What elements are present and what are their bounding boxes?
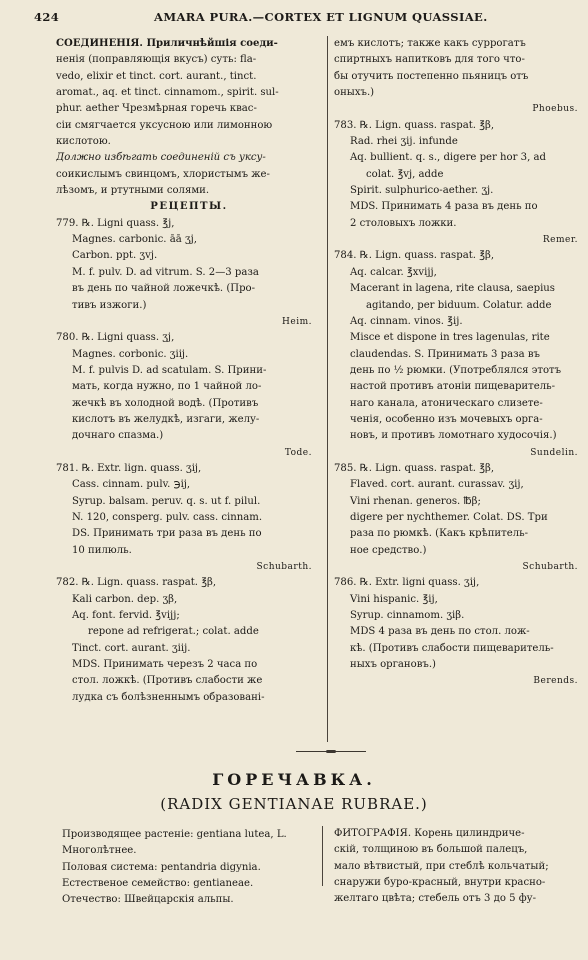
text-line: Половая система: pentandria digynia.	[62, 861, 261, 873]
text-line: vedo, elixir et tinct. cort. aurant., tinct.	[56, 70, 257, 82]
running-title: AMARA PURA.—CORTEX ET LIGNUM QUASSIAE.	[154, 10, 488, 24]
text-line: 785. ℞. Lign. quass. raspat. ℥β,	[334, 462, 495, 474]
text-line: емъ кислотъ; также какъ суррогатъ	[334, 38, 526, 49]
text-line: Aq. font. fervid. ℥vijj;	[72, 610, 180, 622]
text-line: Cass. cinnam. pulv. ℈ij,	[72, 479, 191, 491]
text-line: N. 120, consperg. pulv. cass. cinnam.	[72, 511, 263, 523]
text-line: бы отучить постепенно пьяницъ отъ	[334, 70, 529, 82]
text-line: Magnes. carbonic. āā ʒj,	[72, 234, 197, 246]
text-line: M. f. pulvis D. ad scatulam. S. Прини-	[72, 364, 267, 376]
text-line: 10 пилюль.	[72, 544, 132, 556]
section-subtitle: (RADIX GENTIANAE RUBRAE.)	[160, 795, 428, 813]
text-line: Aq. cinnam. vinos. ℥ij.	[350, 315, 463, 327]
text-line: Macerant in lagena, rite clausa, saepius	[350, 283, 555, 295]
page-number: 424	[34, 10, 60, 24]
text-line: Должно избѣгать соединеній съ уксу-	[56, 152, 266, 164]
text-line: сіи смягчается уксусною или лимонною	[56, 119, 273, 131]
text-line: ное средство.)	[350, 544, 427, 556]
text-line: соикислымъ свинцомъ, хлористымъ же-	[56, 168, 270, 180]
text-line: Tinct. cort. aurant. ʒiij.	[72, 642, 191, 654]
text-line: MDS 4 раза въ день по стол. лож-	[350, 626, 530, 638]
text-line: Phoebus.	[532, 104, 578, 115]
column-divider	[327, 36, 328, 742]
text-line: снаружи буро-красный, внутри красно-	[334, 877, 546, 889]
text-line: Syrup. balsam. peruv. q. s. ut f. pilul.	[72, 495, 261, 507]
plant-info-column	[62, 824, 316, 906]
text-line: Schubarth.	[522, 562, 578, 572]
text-line: DS. Принимать три раза въ день по	[72, 528, 262, 540]
text-line: Misce et dispone in tres lagenulas, rite	[350, 332, 550, 344]
text-line: лудка съ болѣзненнымъ образовані-	[72, 691, 265, 703]
text-line: наго канала, атоническаго слизете-	[350, 397, 543, 409]
section-separator-ornament	[296, 750, 366, 753]
text-line: Sundelin.	[530, 447, 578, 458]
text-line: жечкѣ въ холодной водѣ. (Противъ	[72, 397, 259, 409]
text-line: 779. ℞. Ligni quass. ℥j,	[56, 217, 175, 229]
text-line: Magnes. corbonic. ʒiij.	[72, 348, 189, 360]
text-line: colat. ℥vj, adde	[366, 168, 444, 180]
text-line: 781. ℞. Extr. lign. quass. ʒij,	[56, 462, 202, 474]
text-line: 786. ℞. Extr. ligni quass. ʒij,	[334, 577, 480, 589]
text-line: Производящее растеніе: gentiana lutea, L.	[62, 829, 287, 840]
text-line: ченія, особенно изъ мочевыхъ орга-	[350, 413, 543, 425]
text-line: 780. ℞. Ligni quass. ʒj,	[56, 332, 175, 344]
text-line: M. f. pulv. D. ad vitrum. S. 2—3 раза	[72, 266, 259, 278]
text-line: Schubarth.	[256, 562, 312, 572]
text-line: MDS. Принимать черезъ 2 часа по	[72, 659, 258, 671]
text-line: aromat., aq. et tinct. cinnamom., spirit. sul-	[56, 87, 279, 99]
text-line: СОЕДИНЕНІЯ. Приличнѣйшія соеди-	[56, 38, 278, 49]
text-line: мать, когда нужно, по 1 чайной ло-	[72, 381, 262, 393]
text-line: день по ½ рюмки. (Употреблялся этотъ	[350, 364, 562, 376]
text-line: раза по рюмкѣ. (Какъ крѣпитель-	[350, 528, 529, 540]
text-line: digere per nychthemer. Colat. DS. Три	[350, 511, 548, 523]
running-header	[34, 10, 574, 26]
text-line: стол. ложкѣ. (Противъ слабости же	[72, 675, 263, 687]
text-line: Rad. rhei ʒij. infunde	[350, 136, 458, 148]
text-line: Aq. calcar. ℥xvijj,	[350, 266, 437, 278]
text-line: тивъ изжоги.)	[72, 299, 147, 311]
text-line: оныхъ.)	[334, 87, 375, 99]
text-line: claudendas. S. Принимать 3 раза въ	[350, 348, 540, 360]
text-line: скій, толщиною въ большой палецъ,	[334, 844, 528, 856]
bottom-column-divider	[322, 826, 323, 886]
text-line: ненія (поправляющія вкусъ) суть: fla-	[56, 54, 257, 66]
text-line: Tode.	[284, 447, 312, 458]
right-column	[334, 36, 588, 690]
text-line: Berends.	[533, 676, 578, 687]
text-line: новъ, и противъ ломотнаго худосочія.)	[350, 430, 557, 442]
text-line: 784. ℞. Lign. quass. raspat. ℥β,	[334, 250, 495, 262]
text-line: agitando, per biduum. Colatur. adde	[366, 299, 552, 311]
text-line: 782. ℞. Lign. quass. raspat. ℥β,	[56, 577, 217, 589]
text-line: Vini rhenan. generos. ℔β;	[350, 495, 481, 507]
text-line: Отечество: Швейцарскія альпы.	[62, 894, 234, 906]
text-line: 783. ℞. Lign. quass. raspat. ℥β,	[334, 119, 495, 131]
text-line: MDS. Принимать 4 раза въ день по	[350, 201, 538, 213]
text-line: 2 столовыхъ ложки.	[350, 217, 457, 229]
text-line: кислотою.	[56, 136, 111, 148]
text-line: phur. aether Чрезмѣрная горечь квас-	[56, 103, 257, 115]
text-line: кѣ. (Противъ слабости пищеваритель-	[350, 642, 554, 654]
text-line: кислотъ въ желудкѣ, изгаги, желу-	[72, 413, 260, 425]
text-line: Heim.	[282, 316, 312, 327]
section-title: ГОРЕЧАВКА.	[212, 770, 376, 789]
text-line: дочнаго спазма.)	[72, 430, 164, 442]
text-line: Carbon. ppt. ʒvj.	[72, 250, 158, 262]
text-line: Kali carbon. dep. ʒβ,	[72, 593, 178, 605]
text-line: настой противъ атоніи пищеваритель-	[350, 381, 556, 393]
text-line: Flaved. cort. aurant. curassav. ʒij,	[350, 479, 524, 491]
text-line: Многолѣтнее.	[62, 845, 137, 857]
text-line: ФИТОГРАФІЯ. Корень цилиндриче-	[334, 828, 525, 839]
left-column	[56, 36, 322, 706]
text-line: лѣзомъ, и ртутными солями.	[56, 185, 210, 197]
text-line: Syrup. cinnamom. ʒiβ.	[350, 610, 465, 622]
text-line: въ день по чайной ложечкѣ. (Про-	[72, 283, 256, 295]
text-line: repone ad refrigerat.; colat. adde	[88, 626, 259, 638]
text-line: Aq. bullient. q. s., digere per hor 3, ad	[350, 152, 546, 164]
text-line: Spirit. sulphurico-aether. ʒj.	[350, 185, 494, 197]
text-line: мало вѣтвистый, при стеблѣ кольчатый;	[334, 860, 549, 872]
text-line: РЕЦЕПТЫ.	[150, 201, 228, 213]
text-line: спиртныхъ напитковъ для того что-	[334, 54, 525, 66]
phytography-column	[334, 824, 588, 906]
text-line: желтаго цвѣта; стебель отъ 3 до 5 фу-	[334, 893, 536, 905]
text-line: Естественое семейство: gentianeae.	[62, 878, 254, 890]
text-line: Remer.	[542, 235, 578, 246]
text-line: Vini hispanic. ℥ij,	[350, 593, 438, 605]
text-line: ныхъ органовъ.)	[350, 659, 436, 671]
